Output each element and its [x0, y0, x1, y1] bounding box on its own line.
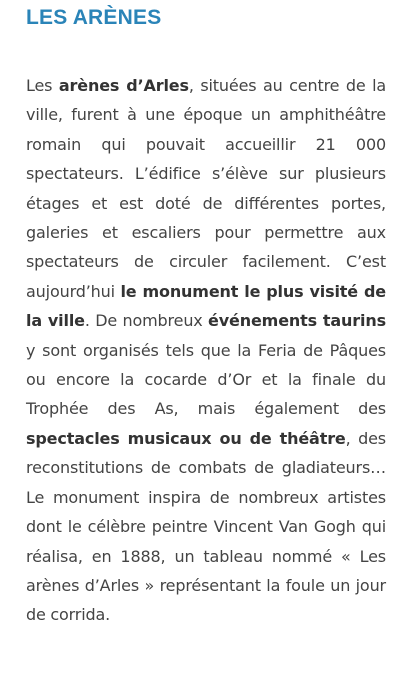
text-segment: Les	[26, 76, 59, 95]
section-title: LES ARÈNES	[26, 6, 162, 29]
text-segment: y sont organisés tels que la Feria de Pâques ou encore la cocarde d’Or et la finale du Trophée des As, mais également des	[26, 340, 386, 419]
highlight-arenes-arles: arènes d’Arles	[58, 76, 189, 95]
text-segment: . De nombreux	[84, 311, 209, 331]
highlight-spectacles: spectacles musicaux ou de théâtre	[26, 428, 346, 448]
highlight-evenements-taurins: événements taurins	[208, 311, 386, 331]
article-paragraph	[26, 71, 386, 630]
highlight-monument-plus-visite: le monument le plus visité de la ville	[26, 281, 386, 331]
text-segment: , des reconstitutions de combats de gladiateurs… Le monument inspira de nombreux artistes dont le célèbre peintre Vincent Van Gogh qui réalisa, en 1888, un tableau nommé « Les arènes d’Arles » représentant la foule un jour de corrida.	[26, 428, 386, 625]
text-segment: , situées au centre de la ville, furent à une époque un amphithéâtre romain qui pouvait accueillir 21 000 spectateurs. L’édifice s’élève sur plusieurs étages et est doté de différentes portes, galeries et escaliers pour permettre aux spectateurs de circuler facilement. C’est aujourd’hui	[26, 76, 387, 301]
